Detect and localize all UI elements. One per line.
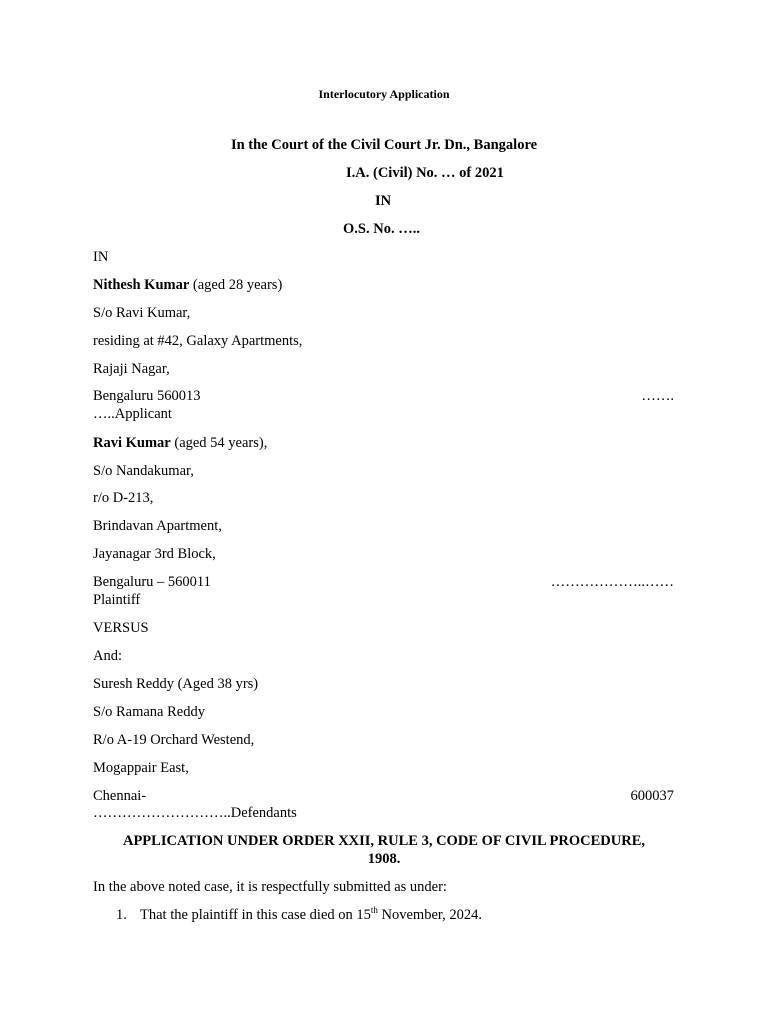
applicant-relation: S/o Ravi Kumar, [93, 305, 191, 321]
plaintiff-dots: ………………..…… [550, 574, 674, 590]
applicant-dots: ……. [641, 388, 674, 404]
application-heading [93, 832, 675, 868]
document-title: Interlocutory Application [318, 87, 450, 101]
plaintiff-relation: S/o Nandakumar, [93, 463, 194, 479]
ia-number-line: I.A. (Civil) No. … of 2021 [346, 165, 504, 181]
os-number-line: O.S. No. ….. [343, 221, 420, 237]
applicant-city: Bengaluru 560013 [93, 388, 201, 404]
in-left-line: IN [93, 249, 109, 265]
defendant-address-1: R/o A-19 Orchard Westend, [93, 732, 255, 748]
applicant-name-line [93, 276, 282, 294]
application-heading-line-1: APPLICATION UNDER ORDER XXII, RULE 3, CODE OF CIVIL PROCEDURE, [122, 833, 646, 849]
point-number: 1. [116, 907, 127, 923]
defendant-address-2: Mogappair East, [93, 760, 189, 776]
intro-paragraph: In the above noted case, it is respectfully submitted as under: [93, 879, 447, 895]
plaintiff-city: Bengaluru – 560011 [93, 574, 211, 590]
defendant-pin: 600037 [630, 788, 674, 804]
point-text-after: November, 2024. [377, 907, 483, 923]
versus-line: VERSUS [93, 620, 149, 636]
plaintiff-address-3: Jayanagar 3rd Block, [93, 546, 216, 562]
application-heading-line-2: 1908. [367, 851, 401, 867]
and-line: And: [93, 648, 122, 664]
defendant-relation: S/o Ramana Reddy [93, 704, 205, 720]
plaintiff-name: Ravi Kumar [93, 435, 171, 451]
numbered-point-1 [116, 906, 482, 924]
in-centered-line: IN [375, 193, 392, 209]
defendant-role: ………………………..Defendants [93, 805, 297, 821]
plaintiff-address-1: r/o D-213, [93, 490, 154, 506]
plaintiff-address-2: Brindavan Apartment, [93, 518, 222, 534]
applicant-address-2: Rajaji Nagar, [93, 361, 170, 377]
applicant-age: (aged 28 years) [189, 277, 283, 293]
applicant-role: …..Applicant [93, 406, 172, 422]
court-line: In the Court of the Civil Court Jr. Dn., Bangalore [230, 137, 538, 153]
plaintiff-name-line [93, 434, 267, 452]
applicant-name: Nithesh Kumar [93, 277, 190, 293]
defendant-name-line: Suresh Reddy (Aged 38 yrs) [93, 676, 259, 692]
plaintiff-role: Plaintiff [93, 592, 141, 608]
defendant-city: Chennai- [93, 788, 147, 804]
plaintiff-age: (aged 54 years), [170, 435, 268, 451]
applicant-address-1: residing at #42, Galaxy Apartments, [93, 333, 303, 349]
point-text-before: That the plaintiff in this case died on 15 [140, 907, 371, 923]
point-superscript: th [370, 905, 378, 916]
